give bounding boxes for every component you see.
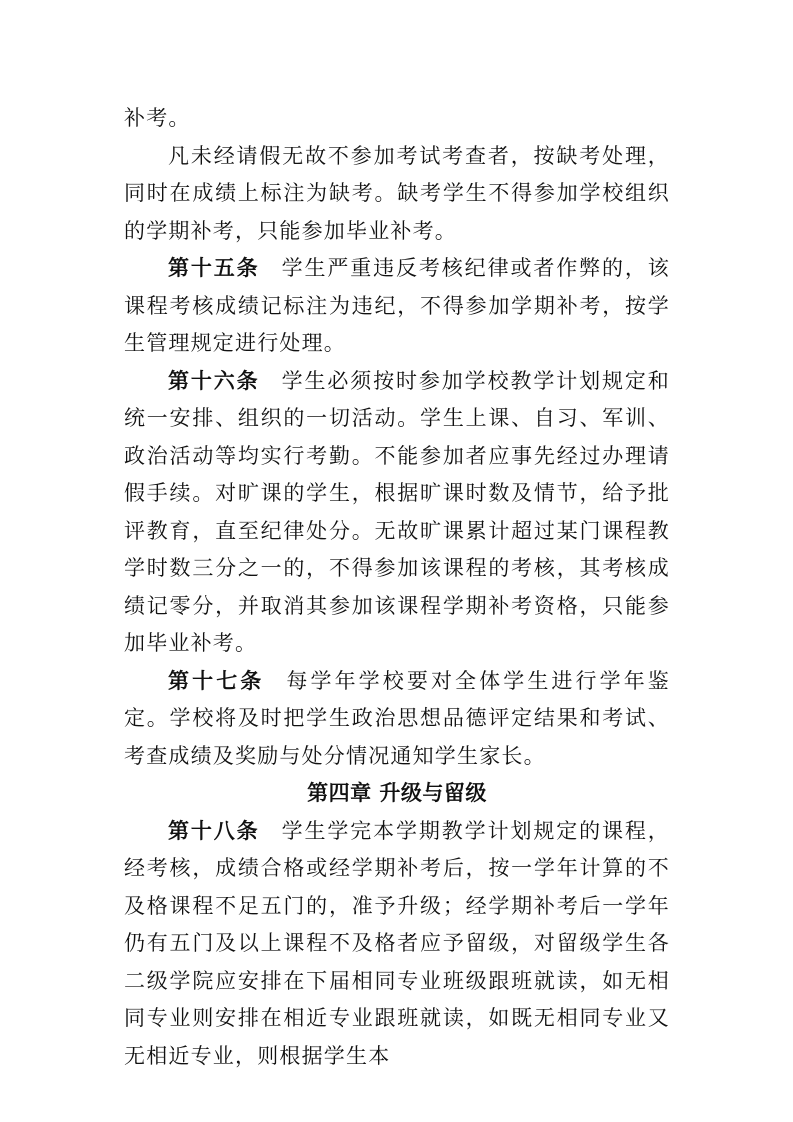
article-16 [124,363,670,663]
document-body [124,100,670,1075]
article-text: 每学年学校要对全体学生进行学年鉴定。学校将及时把学生政治思想品德评定结果和考试、考查成绩及奖励与处分情况通知学生家长。 [124,668,670,768]
article-text: 学生必须按时参加学校教学计划规定和统一安排、组织的一切活动。学生上课、自习、军训、政治活动等均实行考勤。不能参加者应事先经过办理请假手续。对旷课的学生，根据旷课时数及情节，给予批评教育，直至纪律处分。无故旷课累计超过某门课程教学时数三分之一的，不得参加该课程的考核，其考核成绩记零分，并取消其参加该课程学期补考资格，只能参加毕业补考。 [124,368,670,655]
article-number: 第十七条 [168,668,265,693]
paragraph-text: 补考。 [124,106,191,130]
paragraph-absence-rule [124,138,670,251]
article-17 [124,663,670,776]
chapter-heading: 第四章 升级与留级 [307,781,487,805]
article-text: 学生学完本学期教学计划规定的课程，经考核，成绩合格或经学期补考后，按一学年计算的不及格课程不足五门的，准予升级；经学期补考后一学年仍有五门及以上课程不及格者应予留级，对留级学生各二级学院应安排在下届相同专业班级跟班就读，如无相同专业则安排在相近专业跟班就读，如既无相同专业又无相近专业，则根据学生本 [124,818,670,1068]
article-text: 学生严重违反考核纪律或者作弊的，该课程考核成绩记标注为违纪，不得参加学期补考，按学生管理规定进行处理。 [124,256,670,355]
paragraph-continuation [124,100,670,138]
article-15 [124,250,670,363]
article-number: 第十六条 [168,368,260,393]
article-18 [124,813,670,1076]
article-number: 第十八条 [168,818,260,843]
article-number: 第十五条 [168,256,260,280]
paragraph-text: 凡未经请假无故不参加考试考查者，按缺考处理，同时在成绩上标注为缺考。缺考学生不得参加学校组织的学期补考，只能参加毕业补考。 [124,143,670,243]
